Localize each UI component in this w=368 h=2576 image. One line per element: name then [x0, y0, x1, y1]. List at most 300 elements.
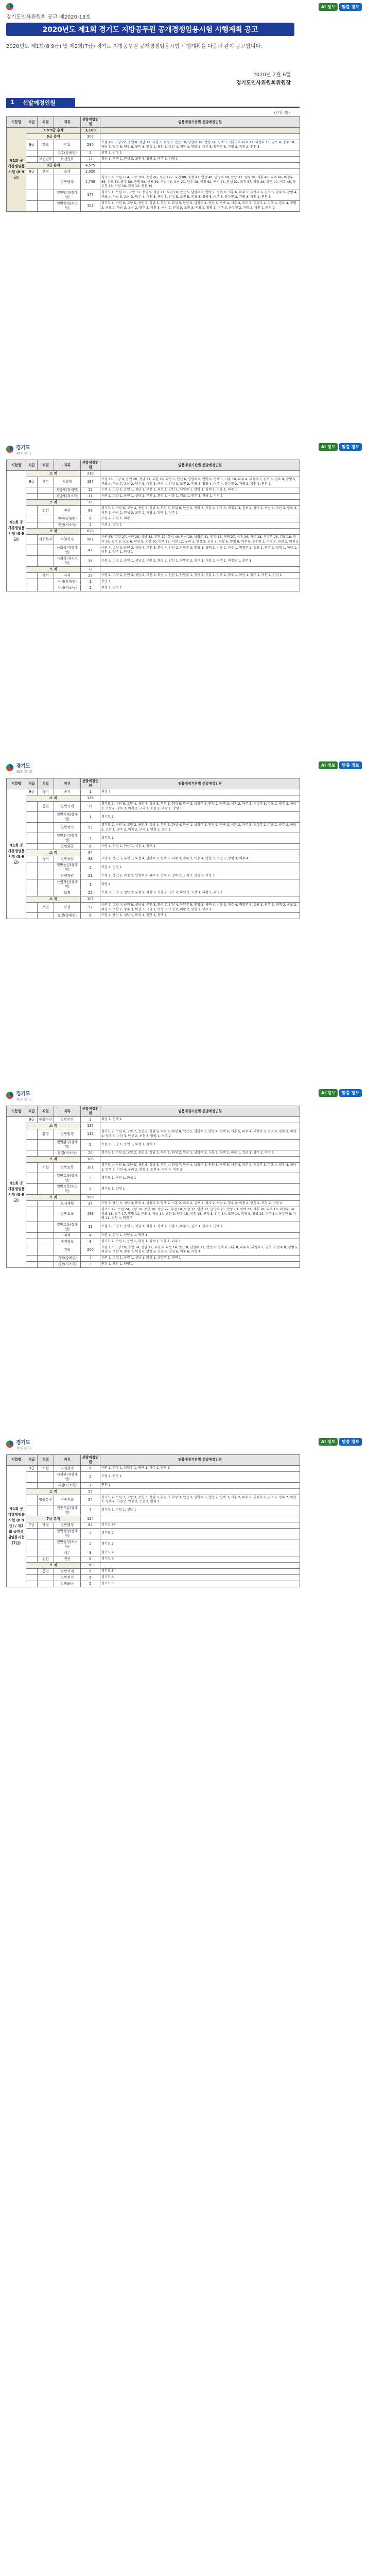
ai-info-badge[interactable]: AI 정보	[319, 1089, 338, 1097]
grade-cell	[26, 579, 38, 585]
institution-cell	[100, 134, 300, 140]
table-row	[7, 844, 300, 850]
institution-cell: 수원 2, 고양 2, 용인 3, 성남 2, 부천 3, 화성 4, 안산 1, 남양주 1, 평택 2, 시흥 1, 김포 2, 광주 1, 하남 1, 양주 2, 이천 1, 안성 1	[100, 573, 300, 579]
institution-cell: 화성 1, 평택 1	[100, 1117, 300, 1123]
table-row	[7, 522, 300, 529]
table-row	[7, 516, 300, 522]
subtotal-label: 소 계	[26, 471, 81, 477]
series-cell	[38, 556, 54, 567]
table-row	[7, 500, 300, 506]
table-row	[7, 140, 300, 150]
table-row	[7, 1539, 300, 1550]
series-cell	[38, 1261, 54, 1267]
grade-cell	[26, 494, 38, 500]
count-cell: 32	[81, 567, 100, 573]
section-heading	[6, 98, 300, 108]
class-cell: 건축(장애인)	[54, 1255, 81, 1261]
header-grade: 직급	[26, 1106, 38, 1117]
header-exam-type: 시험명	[7, 1106, 26, 1117]
table-container-3	[0, 778, 368, 919]
header-institution: 임용예정기관별 선발예정인원	[100, 117, 300, 128]
grade-cell	[26, 506, 38, 516]
grade-cell: 9급	[26, 1117, 38, 1123]
series-cell	[38, 1245, 54, 1255]
institution-cell: 수원 1, 용인 1, 성남 1, 화성 1, 안산 1, 평택 1	[100, 913, 300, 919]
page-header	[0, 1433, 368, 1454]
grade-cell	[26, 890, 38, 896]
institution-cell: 안성 1, 포천 1, 양평 1	[100, 1261, 300, 1267]
class-cell: 측지정보	[54, 1239, 81, 1245]
class-cell: 일반토목(장애인)	[54, 1222, 81, 1232]
count-cell: 307	[81, 134, 100, 140]
institution-cell: 수원 1, 화성 1	[100, 1471, 300, 1482]
class-cell: 일반행정(장애인)	[54, 190, 81, 200]
institution-cell: 경기도 12, 수원 24, 고양 19, 용인 28, 성남 22, 부천 18, 화성 32, 안산 17, 남양주 25, 안양 13, 평택 22, 시흥 18, 파주 18, 의정부 14, 김포 18, 광주 17, 광명 11, 군포 8, 하남 14, 오산 9, 양주 15, 이천 15, 구리 8, 안성 14, 포천 14, 의왕 9, 양평 15, 여주 14, 동두천 6, 가평 11, 과천 4, 연천 7	[100, 1207, 300, 1222]
table-row	[7, 1255, 300, 1261]
grade-cell	[26, 487, 38, 494]
series-cell: 녹지	[38, 856, 54, 862]
institution-cell: 경기도 1, 수원 1, 성남 1	[100, 1505, 300, 1516]
page-header	[0, 756, 368, 778]
count-cell: 6	[81, 844, 100, 850]
institution-cell: 경기도 1	[100, 833, 300, 844]
series-cell: 사회복지	[38, 535, 54, 545]
count-cell: 1	[81, 879, 100, 890]
count-cell: 7	[81, 1255, 100, 1261]
count-cell: 5	[81, 1140, 100, 1150]
count-cell: 290	[81, 140, 100, 150]
grade-cell: 9급	[26, 789, 38, 795]
class-cell: 사회복지(저소득)	[54, 556, 81, 567]
series-cell: 전산	[38, 506, 54, 516]
institution-cell: 용인 1	[100, 579, 300, 585]
institution-cell: 경기도 2, 수원 1, 용인 1, 화성 1, 평택 1, 시흥 1, 파주 1	[100, 1239, 300, 1245]
ai-info-badge[interactable]: AI 정보	[319, 1438, 338, 1446]
gyeonggi-logo	[6, 3, 13, 10]
count-cell: 103	[81, 896, 100, 903]
series-cell	[38, 1482, 54, 1488]
count-cell: 2,020	[81, 169, 100, 175]
gyeonggi-logo	[6, 761, 32, 774]
custom-info-badge[interactable]: 맞춤 정보	[339, 1089, 362, 1097]
institution-cell: 수원 46, 고양 22, 용인 8, 성남 12, 부천 3, 화성 7, 안산 10, 남양주 18, 안양 14, 평택 5, 시흥 12, 파주 12, 의정부 13, 김포 4, 광주 10, 하남 7, 광명 6, 양주 8, 구리 8, 안성 4, 포천 8, 오산 4, 의왕 4, 양평 4, 여주 5, 동두천 8, 가평 3, 과천 2, 연천 3	[100, 140, 300, 150]
section-label: 선발예정인원	[19, 98, 75, 107]
gyeonggi-logo	[6, 1089, 32, 1101]
count-cell: 3	[81, 1505, 100, 1516]
series-cell	[38, 833, 54, 844]
count-cell: 4	[81, 1232, 100, 1239]
grade-cell	[26, 1261, 38, 1267]
class-cell: 전송기술(장애인)	[54, 1505, 81, 1516]
table-row	[7, 1505, 300, 1516]
institution-cell: 수원 1, 화성 1, 남양주 1, 평택 1	[100, 1232, 300, 1239]
header-count: 선발예정인원	[81, 778, 100, 789]
class-cell: 일반토목	[54, 1207, 81, 1222]
logo-text: 경기도 제1회 경기도	[16, 445, 32, 455]
grade-cell	[26, 812, 38, 823]
logo-subtext: 제1회 경기도	[16, 1446, 32, 1450]
gyeonggi-logo-icon	[6, 764, 13, 771]
series-cell	[38, 1255, 54, 1261]
grade-cell	[26, 556, 38, 567]
count-cell: 29	[81, 573, 100, 579]
series-cell: 전산	[38, 1556, 54, 1562]
count-cell: 4	[81, 516, 100, 522]
table-row	[7, 579, 300, 585]
table-row	[7, 1471, 300, 1482]
table-row	[7, 1117, 300, 1123]
series-cell: 보건	[38, 903, 54, 913]
institution-cell: 경기도 5	[100, 1581, 300, 1587]
class-cell: 일반농업(장애인)	[54, 862, 81, 873]
class-cell: 일반행정(장애인)	[54, 1528, 81, 1539]
notice-date: 2020년 2월 6일	[253, 72, 291, 78]
document-header	[0, 0, 368, 210]
count-cell: 54	[81, 1495, 100, 1505]
custom-info-badge[interactable]: 맞춤 정보	[339, 761, 362, 769]
header-class: 직류	[54, 1454, 81, 1465]
badge-group	[319, 443, 362, 451]
grade-cell	[26, 585, 38, 591]
page-gap	[0, 1268, 368, 1433]
institution-cell: 수원 1, 고양 1, 용인 1, 성남 1, 화성 1, 남양주 1, 평택 1	[100, 1255, 300, 1261]
count-cell: 19	[81, 556, 100, 567]
header-series: 직렬	[38, 460, 54, 471]
series-cell: 세무	[38, 477, 54, 487]
series-cell	[38, 1574, 54, 1581]
logo-subtext: 제1회 경기도	[16, 770, 32, 774]
institution-cell: 수원 1, 고양 1, 용인 1, 화성 1, 평택 1	[100, 1140, 300, 1150]
institution-cell	[100, 1123, 300, 1129]
table-row	[7, 506, 300, 516]
grade-cell: 9급	[26, 477, 38, 487]
class-cell: 보건(장애인)	[54, 913, 81, 919]
header-grade: 직급	[26, 778, 38, 789]
table-row	[7, 833, 300, 844]
class-cell: 전산(장애인)	[54, 516, 81, 522]
series-cell: 환경	[38, 1129, 54, 1140]
header-exam-type: 시험명	[7, 460, 26, 471]
table-row	[7, 1562, 300, 1568]
series-cell	[38, 1528, 54, 1539]
header-class: 직류	[54, 460, 81, 471]
class-cell: 시설관리(장애인)	[54, 1471, 81, 1482]
count-cell: 187	[81, 477, 100, 487]
count-cell: 2	[81, 1184, 100, 1195]
class-cell: 일반수산	[54, 1117, 81, 1123]
table-row	[7, 802, 300, 812]
class-cell: 건축	[54, 1245, 81, 1255]
table-row	[7, 890, 300, 896]
institution-cell: 수원 2, 이천 1, 의왕 1	[100, 516, 300, 522]
institution-cell	[100, 1195, 300, 1201]
grade-cell	[26, 823, 38, 833]
table-row	[7, 535, 300, 545]
class-cell: 사서	[54, 573, 81, 579]
institution-cell: 경기도 1, 수원 2, 고양 2, 용인 2, 성남 1, 부천 1, 화성 2, 안산 1, 남양주 2, 시흥 1, 평택 1, 파주 1, 김포 1, 광주 1, 이천 1	[100, 1150, 300, 1157]
count-cell: 69	[81, 506, 100, 516]
table-row	[7, 494, 300, 500]
series-cell	[38, 879, 54, 890]
class-cell: 일반환경	[54, 1129, 81, 1140]
institution-cell: 이천 1, 안성 1	[100, 862, 300, 873]
institution-cell: 수원 1, 양평 1	[100, 522, 300, 529]
page-gap	[0, 919, 368, 1084]
table-row	[7, 1140, 300, 1150]
institution-cell	[100, 795, 300, 802]
table-row	[7, 1556, 300, 1562]
institution-cell	[100, 1488, 300, 1495]
table-row	[7, 529, 300, 535]
grade-cell	[26, 1207, 38, 1222]
institution-cell: 화성 1, 김포 1	[100, 585, 300, 591]
count-cell: 3	[81, 1261, 100, 1267]
class-cell: 지방세	[54, 477, 81, 487]
count-cell: 4,575	[81, 163, 100, 169]
institution-cell	[100, 500, 300, 506]
header-count: 선발예정인원	[81, 460, 100, 471]
logo-text: 경기도 제1회 경기도	[16, 764, 32, 774]
institution-cell: 수원 1, 화성 1, 남양주 1, 평택 1, 파주 1, 양평 1	[100, 1465, 300, 1471]
count-cell: 38	[81, 856, 100, 862]
table-row	[7, 567, 300, 573]
count-cell: 21	[81, 873, 100, 879]
count-cell: 101	[81, 1163, 100, 1173]
gyeonggi-logo	[6, 443, 32, 455]
custom-info-badge[interactable]: 맞춤 정보	[339, 443, 362, 451]
series-cell: 속기	[38, 789, 54, 795]
class-cell: 소계	[54, 169, 81, 175]
table-row	[7, 585, 300, 591]
class-cell: 일반전기	[54, 1574, 81, 1581]
table-header-row	[7, 117, 300, 128]
table-row	[7, 128, 300, 134]
series-cell: 행정	[38, 1522, 54, 1528]
count-cell: 2	[81, 150, 100, 157]
table-container-2	[0, 460, 368, 591]
header-count: 선발예정인원	[81, 1454, 100, 1465]
table-row	[7, 823, 300, 833]
ai-info-badge[interactable]: AI 정보	[319, 443, 338, 451]
class-cell: 일반토목	[54, 1163, 81, 1173]
table-header-row	[7, 1106, 300, 1117]
grade-cell	[26, 1140, 38, 1150]
institution-cell: 경기도 7	[100, 1528, 300, 1539]
series-cell	[38, 1184, 54, 1195]
institution-cell	[100, 529, 300, 535]
class-cell: 시설관리	[54, 1465, 81, 1471]
institution-cell: 경기도 2, 수원 4, 고양 3, 용인 3, 성남 4, 부천 3, 화성 4, 안산 1, 남양주 3, 안양 2, 평택 3, 시흥 2, 파주 3, 의정부 2, 김포 2, 광주 2, 하남 2, 오산 1, 양주 2, 이천 2, 구리 1, 안성 2, 포천 1	[100, 823, 300, 833]
class-cell: 일반농업	[54, 856, 81, 862]
count-cell: 5	[81, 1581, 100, 1587]
custom-info-badge[interactable]: 맞춤 정보	[339, 1438, 362, 1446]
grade-cell	[26, 1150, 38, 1157]
exam-type-cell: 제1회 공개경쟁임용시험 (8·9급)	[7, 471, 26, 591]
class-cell: 지적	[54, 1232, 81, 1239]
table-row	[7, 134, 300, 140]
class-cell: 보건진료	[54, 157, 81, 163]
count-cell: 177	[81, 190, 100, 200]
series-cell: 방송통신	[38, 1495, 54, 1505]
series-cell: 사서	[38, 573, 54, 579]
count-cell: 200	[81, 1245, 100, 1255]
logo-subtext: 제1회 경기도	[16, 452, 32, 455]
custom-info-badge[interactable]: 맞춤 정보	[339, 3, 362, 11]
class-cell: 속기	[54, 789, 81, 795]
count-cell: 1	[81, 812, 100, 823]
class-cell: 일반화공	[54, 1581, 81, 1587]
count-cell: 1	[81, 579, 100, 585]
class-cell: 환경(저소득)	[54, 1150, 81, 1157]
institution-cell: 경기도 2, 수원 3, 고양 3, 용인 3, 성남 3, 부천 3, 화성 3, 안산 2, 남양주 3, 안양 2, 평택 3, 시흥 2, 파주 2, 의정부 2, 김포 2, 광주 2, 하남 2, 양주 2, 이천 2, 안성 2, 포천 2, 양평 2	[100, 1495, 300, 1505]
institution-cell: 광명 1, 안성 1	[100, 150, 300, 157]
series-cell	[38, 579, 54, 585]
institution-cell: 화성 3, 평택 2, 안성 3, 포천 4, 양평 2, 여주 1, 가평 1	[100, 157, 300, 163]
exam-type-cell: 제1회 공개경쟁임용시험 (8·9급) / 제2회 공개경쟁임용시험 (7급)	[7, 1465, 26, 1587]
count-cell: 11	[81, 494, 100, 500]
header-exam-type: 시험명	[7, 117, 26, 128]
count-cell: 124	[81, 1516, 100, 1522]
series-cell	[38, 1239, 54, 1245]
institution-cell: 경기도 3, 수원 6, 고양 4, 용인 7, 성남 5, 부천 5, 화성 5, 안산 3, 남양주 4, 안양 2, 평택 3, 시흥 2, 파주 3, 의정부 3, 김포 2, 광주 3, 하남 2, 오산 2, 양주 3, 이천 2, 구리 1, 포천 2, 의왕 1, 양평 1	[100, 802, 300, 812]
class-cell: 지방세(장애인)	[54, 487, 81, 494]
class-cell: 전산	[54, 1556, 81, 1562]
institution-cell: 수원 7, 고양 4, 용인 5, 성남 6, 부천 5, 화성 7, 안산 4, 남양주 5, 안양 3, 평택 4, 시흥 3, 파주 4, 의정부 4, 김포 3, 광주 3, 광명 2, 군포 2, 하남 3, 오산 2, 양주 3, 이천 3, 구리 2, 안성 3, 포천 2, 의왕 2, 양평 2, 여주 2	[100, 903, 300, 913]
header-class: 직류	[54, 1106, 81, 1117]
page-gap	[0, 591, 368, 756]
institution-cell: 수원 2, 용인 2, 화성 2, 남양주 2, 파주 2, 광주 2, 양주 2, 포천 2, 양평 2, 가평 3	[100, 873, 300, 879]
grade-cell	[26, 1568, 38, 1574]
count-cell: 112	[81, 1129, 100, 1140]
institution-cell	[100, 567, 300, 573]
institution-cell	[100, 128, 300, 134]
count-cell: 57	[81, 1488, 100, 1495]
header-count: 선발예정인원	[81, 1106, 100, 1117]
page-gap	[0, 149, 368, 438]
count-cell: 6	[81, 913, 100, 919]
grade-cell	[26, 879, 38, 890]
institution-cell	[100, 1562, 300, 1568]
institution-cell	[100, 896, 300, 903]
table-row	[7, 1173, 300, 1184]
table-row	[7, 1129, 300, 1140]
allocation-table	[6, 1106, 300, 1268]
series-cell	[38, 1232, 54, 1239]
count-cell: 1	[81, 789, 100, 795]
subtotal-label: 소 계	[26, 500, 81, 506]
table-row	[7, 1488, 300, 1495]
institution-cell: 경기도 3, 수원 6, 고양 4, 용인 3, 성남 3, 부천 3, 화성 6, 안산 2, 안양 3, 시흥 3, 파주 3, 의정부 3, 김포 2, 광주 2, 하남 4, 오산 3, 양주 3, 이천 3, 구리 2, 안성 3, 포천 2, 의왕 1, 양평 1, 여주 1	[100, 506, 300, 516]
header-institution: 임용예정기관별 선발예정인원	[100, 460, 300, 471]
grade-cell	[26, 1528, 38, 1539]
table-row	[7, 896, 300, 903]
count-cell: 628	[81, 529, 100, 535]
grade-cell	[26, 545, 38, 556]
table-row	[7, 850, 300, 856]
table-row	[7, 789, 300, 795]
grade-cell	[26, 1482, 38, 1488]
count-cell: 16	[81, 1562, 100, 1568]
class-cell: 일반기계	[54, 1568, 81, 1574]
table-row	[7, 1261, 300, 1267]
institution-cell: 경기도 4, 수원 6, 고양 5, 용인 6, 성남 5, 부천 4, 화성 7, 안산 4, 남양주 6, 안양 3, 평택 5, 시흥 4, 파주 4, 의정부 3, 김포 4, 광주 4, 하남 3, 양주 3, 이천 4, 구리 2, 안성 3, 포천 4, 양평 4, 여주 3	[100, 1163, 300, 1173]
count-cell: 17	[81, 157, 100, 163]
table-header-row	[7, 460, 300, 471]
count-cell: 5	[81, 1568, 100, 1574]
allocation-table	[6, 1454, 300, 1587]
notice-number	[6, 12, 91, 20]
grade-cell	[26, 1184, 38, 1195]
count-cell: 75	[81, 802, 100, 812]
institution-cell: 수원 3, 용인 3, 성남 3, 화성 4, 남양주 3, 평택 2, 시흥 2, 파주 2, 김포 3, 광주 2, 하남 2, 양주 2, 이천 2, 안성 2, 포천 2, 양평 2	[100, 1201, 300, 1207]
table-row	[7, 1550, 300, 1556]
ai-info-badge[interactable]: AI 정보	[319, 761, 338, 769]
header-class: 직류	[54, 778, 81, 789]
series-cell	[38, 862, 54, 873]
class-cell: 일반전기(장애인)	[54, 833, 81, 844]
count-cell: 75	[81, 500, 100, 506]
table-row	[7, 879, 300, 890]
count-cell: 11	[81, 1222, 100, 1232]
table-row	[7, 862, 300, 873]
institution-cell: 경기도 6	[100, 1574, 300, 1581]
class-cell: 일반환경(장애인)	[54, 1140, 81, 1150]
subtotal-label: 소 계	[26, 1488, 81, 1495]
institution-cell: 화성 1	[100, 789, 300, 795]
class-cell: 일반기계(장애인)	[54, 812, 81, 823]
grade-cell	[26, 1163, 38, 1173]
series-cell	[38, 823, 54, 833]
page-gap	[0, 1587, 368, 1608]
ai-info-badge[interactable]: AI 정보	[319, 3, 338, 11]
table-row	[7, 1239, 300, 1245]
count-cell: 136	[81, 795, 100, 802]
subtotal-label: 소 계	[26, 1195, 81, 1201]
series-cell	[38, 1505, 54, 1516]
table-row	[7, 1528, 300, 1539]
class-cell: 보건	[54, 903, 81, 913]
grade-cell	[26, 1239, 38, 1245]
series-cell	[38, 487, 54, 494]
institution-cell: 경기도 9	[100, 1550, 300, 1556]
grade-cell	[26, 873, 38, 879]
class-cell: 건축(저소득)	[54, 1261, 81, 1267]
table-row	[7, 1495, 300, 1505]
subtotal-label: 소 계	[26, 1123, 81, 1129]
series-cell	[38, 522, 54, 529]
grade-cell	[26, 903, 38, 913]
badge-group	[319, 1089, 362, 1097]
table-row	[7, 1123, 300, 1129]
grade-cell	[26, 1495, 38, 1505]
badge-group	[319, 3, 362, 11]
allocation-table	[6, 778, 300, 919]
class-cell: 일반행정(저소득)	[54, 1539, 81, 1550]
grade-cell: 9급	[26, 1465, 38, 1471]
class-cell: 전산(저소득)	[54, 522, 81, 529]
count-cell: 8	[81, 1239, 100, 1245]
grade-cell	[26, 522, 38, 529]
institution-cell: 경기도 1, 수원 6, 고양 5, 용인 5, 성남 5, 부천 6, 화성 5, 안산 5, 남양주 4, 안양 3, 평택 4, 시흥 3, 파주 3, 의정부 4, 김포 4, 광주 4, 광명 3, 군포 2, 하남 3, 오산 2, 양주 3, 이천 3, 구리 2, 안성 3, 포천 3, 의왕 2, 양평 3, 여주 3, 동두천 2, 가평 2, 과천 1, 연천 2	[100, 200, 300, 211]
table-row	[7, 1482, 300, 1488]
gyeonggi-logo-icon	[6, 3, 13, 10]
header-exam-type: 시험명	[7, 1454, 26, 1465]
grade-cell	[26, 516, 38, 522]
count-cell: 998	[81, 1195, 100, 1201]
series-cell	[38, 1471, 54, 1482]
institution-cell: 수원 13, 고양 10, 용인 14, 성남 11, 부천 9, 화성 14, 안산 8, 남양주 11, 안양 6, 평택 9, 시흥 8, 파주 8, 의정부 7, 김포 8, 광주 8, 광명 5, 하남 6, 오산 4, 양주 7, 이천 6, 안성 6, 포천 6, 양평 6, 여주 6, 가평 4	[100, 1245, 300, 1255]
institution-cell: 경기도 1, 양평 1	[100, 1184, 300, 1195]
